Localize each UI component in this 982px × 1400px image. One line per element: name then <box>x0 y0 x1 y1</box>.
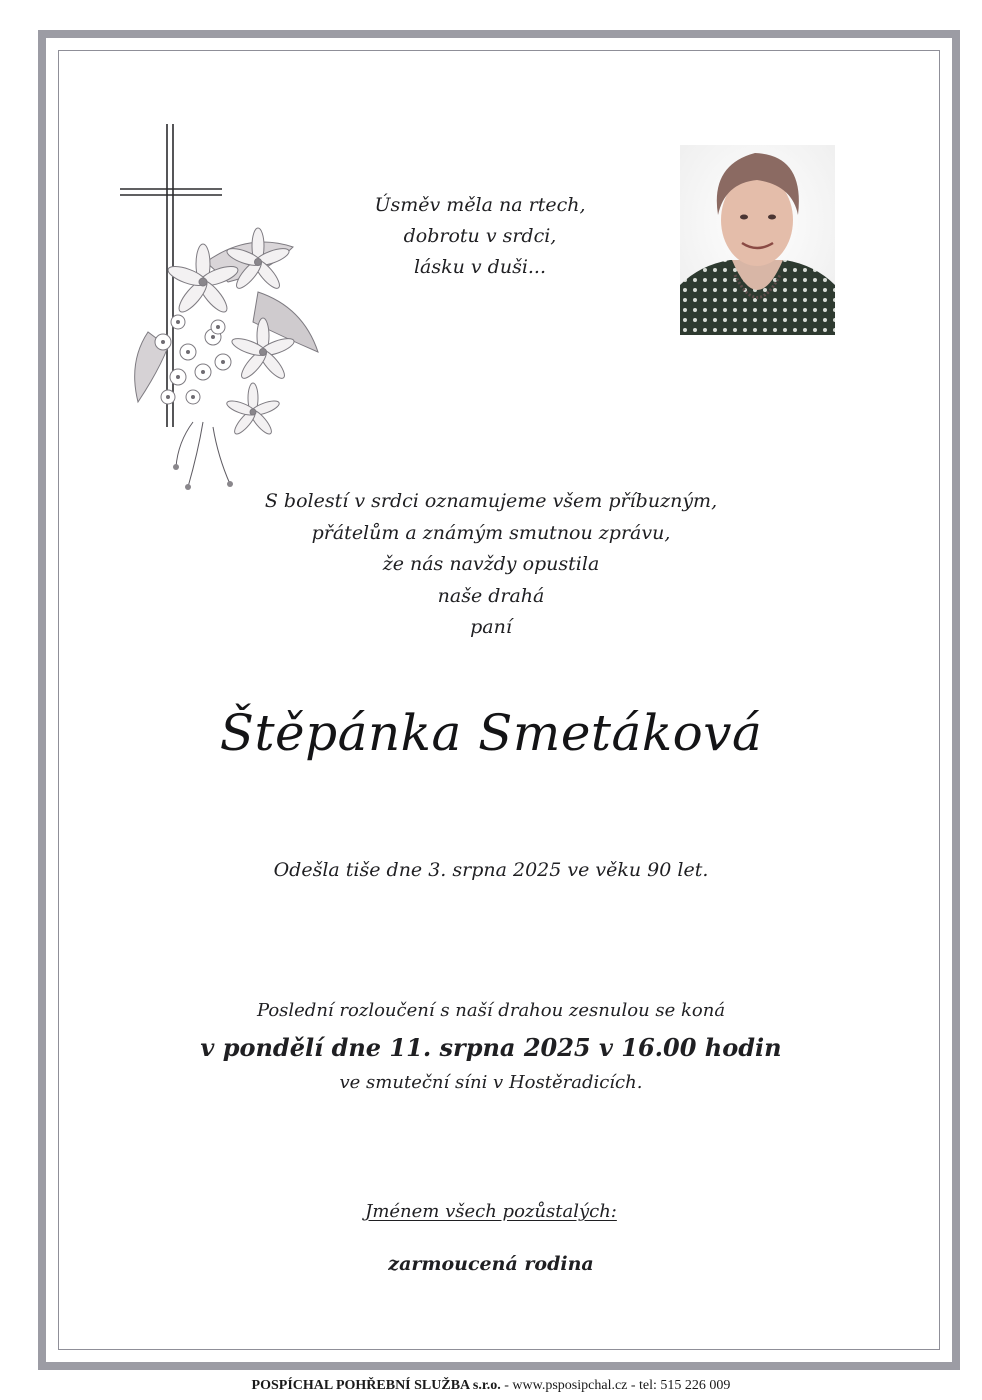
announcement-line: paní <box>470 616 512 638</box>
on-behalf-label <box>0 1198 982 1226</box>
motto-line: Úsměv měla na rtech, <box>374 194 586 216</box>
motto-verse <box>330 190 630 283</box>
footer-company: POSPÍCHAL POHŘEBNÍ SLUŽBA s.r.o. <box>251 1378 501 1393</box>
on-behalf-text: Jménem všech pozůstalých: <box>365 1201 617 1222</box>
announcement-line: přátelům a známým smutnou zprávu, <box>311 521 671 544</box>
motto-line: dobrotu v srdci, <box>403 225 557 247</box>
death-notice: Odešla tiše dne 3. srpna 2025 ve věku 90 let. <box>273 859 709 881</box>
deceased-name: Štěpánka Smetáková <box>219 704 763 762</box>
announcement-line: že nás navždy opustila <box>382 553 600 575</box>
announcement <box>0 486 982 644</box>
funeral-intro: Poslední rozloučení s naší drahou zesnulou se koná <box>256 1000 726 1021</box>
motto-line: lásku v duši... <box>413 256 547 278</box>
announcement-line: naše drahá <box>437 584 545 607</box>
announcement-line: S bolestí v srdci oznamujeme všem příbuzným, <box>264 490 718 512</box>
funeral-place: ve smuteční síni v Hostěradicích. <box>339 1072 643 1093</box>
family-signature: zarmoucená rodina <box>388 1253 594 1275</box>
cross-with-lilies-icon <box>118 122 328 502</box>
footer-contact: - www.psposipchal.cz - tel: 515 226 009 <box>500 1378 731 1393</box>
portrait-photo <box>680 145 835 335</box>
funeral-date-time: v pondělí dne 11. srpna 2025 v 16.00 hodin <box>200 1033 782 1062</box>
footer <box>0 1376 982 1396</box>
